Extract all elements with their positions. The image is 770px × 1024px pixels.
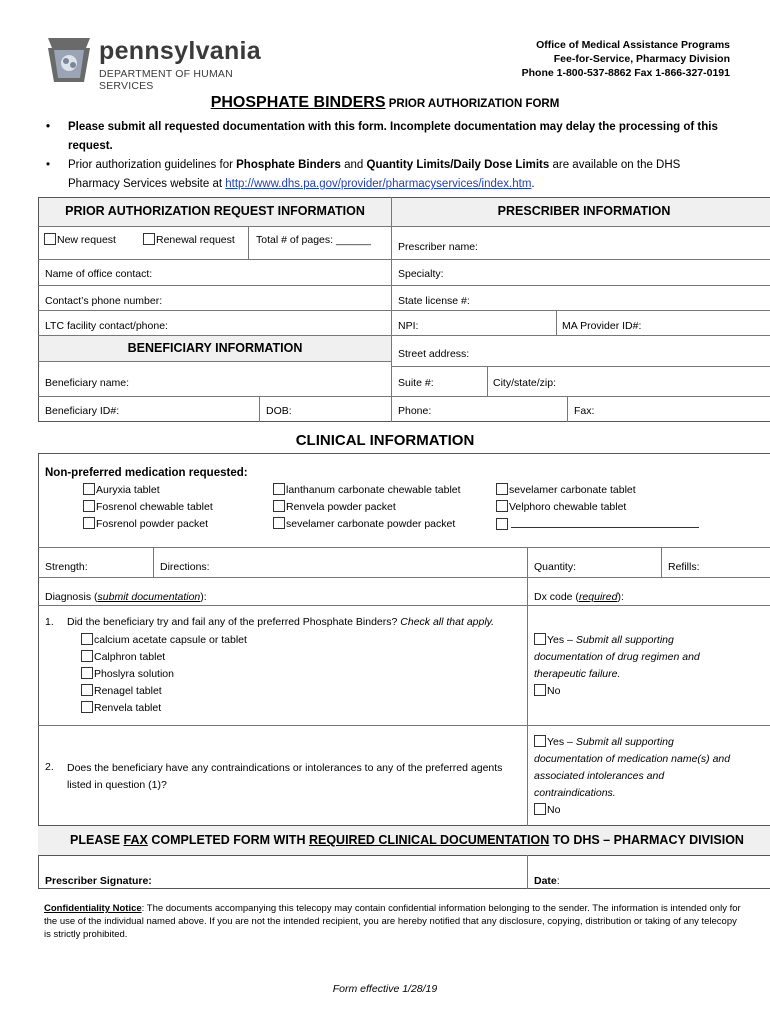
fosrenol-chewable-label: Fosrenol chewable tablet [96,501,213,513]
instructions [44,118,734,194]
question-1-instruction: Check all that apply. [400,616,495,628]
med-option-renvela-powder[interactable] [273,500,396,513]
fosrenol-chewable-checkbox[interactable] [83,500,95,512]
med-option-sevelamer-powder[interactable] [273,517,455,530]
office-info [522,38,730,80]
instruction-2-bold-2: Quantity Limits/Daily Dose Limits [366,159,550,171]
strength-field[interactable]: Strength: [45,561,88,573]
q1-yes-instruction: Submit all supporting documentation of drug regimen and therapeutic failure. [534,634,700,680]
instruction-2 [44,156,734,194]
npi-field[interactable]: NPI: [398,320,419,332]
signature-date-label: Date [534,875,557,887]
diagnosis-field[interactable] [45,591,207,603]
calcium-acetate-checkbox[interactable] [81,633,93,645]
med-option-other[interactable] [496,517,699,531]
prescriber-name-field[interactable]: Prescriber name: [398,241,478,253]
office-contact-field[interactable]: Name of office contact: [45,268,153,280]
question-1-text [67,616,494,628]
q2-yes-instruction: Submit all supporting documentation of medication name(s) and associated intolerances and contraindications. [534,736,731,799]
q1-option-renvela[interactable] [81,701,161,714]
new-request-checkbox[interactable] [44,233,56,245]
form-title [0,94,770,112]
q1-option-calcium-acetate[interactable] [81,633,247,646]
prescriber-fax-field[interactable]: Fax: [574,405,595,417]
city-state-zip-field[interactable]: City/state/zip: [493,377,557,389]
form-effective-date: Form effective 1/28/19 [332,983,438,995]
calphron-label: Calphron tablet [94,651,166,663]
instruction-2-end: . [531,178,535,190]
instruction-2-text: Prior authorization guidelines for [68,159,237,171]
keystone-icon [44,34,94,84]
fosrenol-powder-checkbox[interactable] [83,517,95,529]
q2-yes-label: Yes – [547,736,576,748]
prescriber-header: PRESCRIBER INFORMATION [497,204,671,218]
auryxia-checkbox[interactable] [83,483,95,495]
signature-date-field[interactable] [534,875,560,887]
dx-code-note: required [578,591,618,603]
non-preferred-label: Non-preferred medication requested: [45,467,248,479]
renagel-label: Renagel tablet [94,685,162,697]
renewal-request-label: Renewal request [156,234,235,246]
fax-banner-fax: FAX [123,833,148,847]
lanthanum-checkbox[interactable] [273,483,285,495]
new-request-option[interactable] [44,233,116,246]
beneficiary-id-field[interactable]: Beneficiary ID#: [45,405,120,417]
fax-banner-text-post: TO DHS – PHARMACY DIVISION [549,833,744,847]
dx-code-label-end: ): [617,591,624,603]
directions-field[interactable]: Directions: [160,561,210,573]
logo-state-name: pennsylvania [99,37,261,65]
logo-department: DEPARTMENT OF HUMAN SERVICES [99,68,233,92]
calcium-acetate-label: calcium acetate capsule or tablet [94,634,247,646]
sevelamer-powder-label: sevelamer carbonate powder packet [286,518,456,530]
fax-banner-required: REQUIRED CLINICAL DOCUMENTATION [308,833,550,847]
q1-no-option[interactable] [534,684,560,697]
prescriber-phone-field[interactable]: Phone: [398,405,432,417]
ltc-facility-field[interactable]: LTC facility contact/phone: [45,320,168,332]
other-med-input[interactable] [511,517,699,528]
diagnosis-label: Diagnosis ( [45,591,98,603]
clinical-header: CLINICAL INFORMATION [295,432,475,449]
renvela-powder-checkbox[interactable] [273,500,285,512]
q2-yes-checkbox[interactable] [534,735,546,747]
sevelamer-tablet-label: sevelamer carbonate tablet [509,484,636,496]
suite-field[interactable]: Suite #: [398,377,434,389]
form-title-main: PHOSPHATE BINDERS [210,94,386,111]
q2-no-option[interactable] [534,803,560,816]
contact-phone-field[interactable]: Contact’s phone number: [45,295,163,307]
question-1-number: 1. [45,616,54,628]
pa-request-header: PRIOR AUTHORIZATION REQUEST INFORMATION [65,204,365,218]
fosrenol-powder-label: Fosrenol powder packet [96,518,209,530]
beneficiary-header: BENEFICIARY INFORMATION [127,341,303,355]
renvela-powder-label: Renvela powder packet [286,501,396,513]
instruction-2-text-post: are available on the DHS Pharmacy Services website at [68,159,681,190]
pharmacy-services-link[interactable]: http://www.dhs.pa.gov/provider/pharmacyservices/index.htm [225,178,532,190]
calphron-checkbox[interactable] [81,650,93,662]
specialty-field[interactable]: Specialty: [398,268,444,280]
q2-no-label: No [547,804,561,816]
q1-yes-option[interactable] [534,632,734,683]
confidentiality-text: : The documents accompanying this telecopy may contain confidential information belonging to the sender. The information is intended only for the use of the individual named above. If you are not the intended recipient, you are hereby notified that any disclosure, copying, distribution or taking of any telecopy is strictly prohibited. [44,903,741,940]
question-2-number: 2. [45,761,54,773]
signature-date-colon: : [556,875,560,887]
quantity-field[interactable]: Quantity: [534,561,577,573]
q2-yes-option[interactable] [534,734,744,802]
office-line-1: Office of Medical Assistance Programs [536,39,730,51]
med-option-lanthanum[interactable] [273,483,461,496]
med-option-sevelamer-tablet[interactable] [496,483,636,496]
dhs-logo [44,34,284,92]
new-request-label: New request [57,234,116,246]
q1-option-calphron[interactable] [81,650,165,663]
fax-banner-text-mid: COMPLETED FORM WITH [147,833,309,847]
instruction-2-text-mid: and [340,159,367,171]
auryxia-label: Auryxia tablet [96,484,160,496]
phoslyra-label: Phoslyra solution [94,668,174,680]
phoslyra-checkbox[interactable] [81,667,93,679]
lanthanum-label: lanthanum carbonate chewable tablet [286,484,461,496]
q1-no-checkbox[interactable] [534,684,546,696]
beneficiary-name-field[interactable]: Beneficiary name: [45,377,130,389]
question-2-text: Does the beneficiary have any contraindications or intolerances to any of the preferred agents listed in question (1)? [67,762,503,791]
fax-banner [38,833,770,847]
confidentiality-label: Confidentiality Notice [44,903,142,914]
sevelamer-powder-checkbox[interactable] [273,517,285,529]
renvela-tablet-label: Renvela tablet [94,702,162,714]
prescriber-signature-field[interactable]: Prescriber Signature: [45,875,152,887]
renewal-request-checkbox[interactable] [143,233,155,245]
velphoro-label: Velphoro chewable tablet [509,501,627,513]
question-1-prompt: Did the beneficiary try and fail any of the preferred Phosphate Binders? [67,616,401,628]
refills-field[interactable]: Refills: [668,561,700,573]
diagnosis-note: submit documentation [97,591,201,603]
instruction-2-bold-1: Phosphate Binders [236,159,341,171]
renagel-checkbox[interactable] [81,684,93,696]
q1-yes-checkbox[interactable] [534,633,546,645]
ma-provider-id-field[interactable]: MA Provider ID#: [562,320,642,332]
dob-field[interactable]: DOB: [266,405,292,417]
renewal-request-option[interactable] [143,233,235,246]
office-line-2: Fee-for-Service, Pharmacy Division [553,53,730,65]
q2-no-checkbox[interactable] [534,803,546,815]
sevelamer-tablet-checkbox[interactable] [496,483,508,495]
q1-no-label: No [547,685,561,697]
med-option-auryxia[interactable] [83,483,160,496]
med-option-fosrenol-chewable[interactable] [83,500,213,513]
med-option-fosrenol-powder[interactable] [83,517,208,530]
dx-code-field[interactable] [534,591,624,603]
instruction-1: • Please submit all requested documentation with this form. Incomplete documentation may delay the processing of this request. [44,118,734,156]
dx-code-label: Dx code ( [534,591,579,603]
office-line-3: Phone 1-800-537-8862 Fax 1-866-327-0191 [521,67,730,79]
confidentiality-notice [44,902,744,941]
state-license-field[interactable]: State license #: [398,295,470,307]
form-title-sub: PRIOR AUTHORIZATION FORM [385,98,560,110]
total-pages-field[interactable]: Total # of pages: ______ [256,234,372,246]
renvela-tablet-checkbox[interactable] [81,701,93,713]
street-address-field[interactable]: Street address: [398,348,470,360]
q1-option-renagel[interactable] [81,684,162,697]
diagnosis-label-end: ): [200,591,207,603]
q1-yes-label: Yes – [547,634,576,646]
med-option-velphoro[interactable] [496,500,626,513]
velphoro-checkbox[interactable] [496,500,508,512]
fax-banner-text: PLEASE [70,833,124,847]
q1-option-phoslyra[interactable] [81,667,174,680]
other-med-checkbox[interactable] [496,518,508,530]
